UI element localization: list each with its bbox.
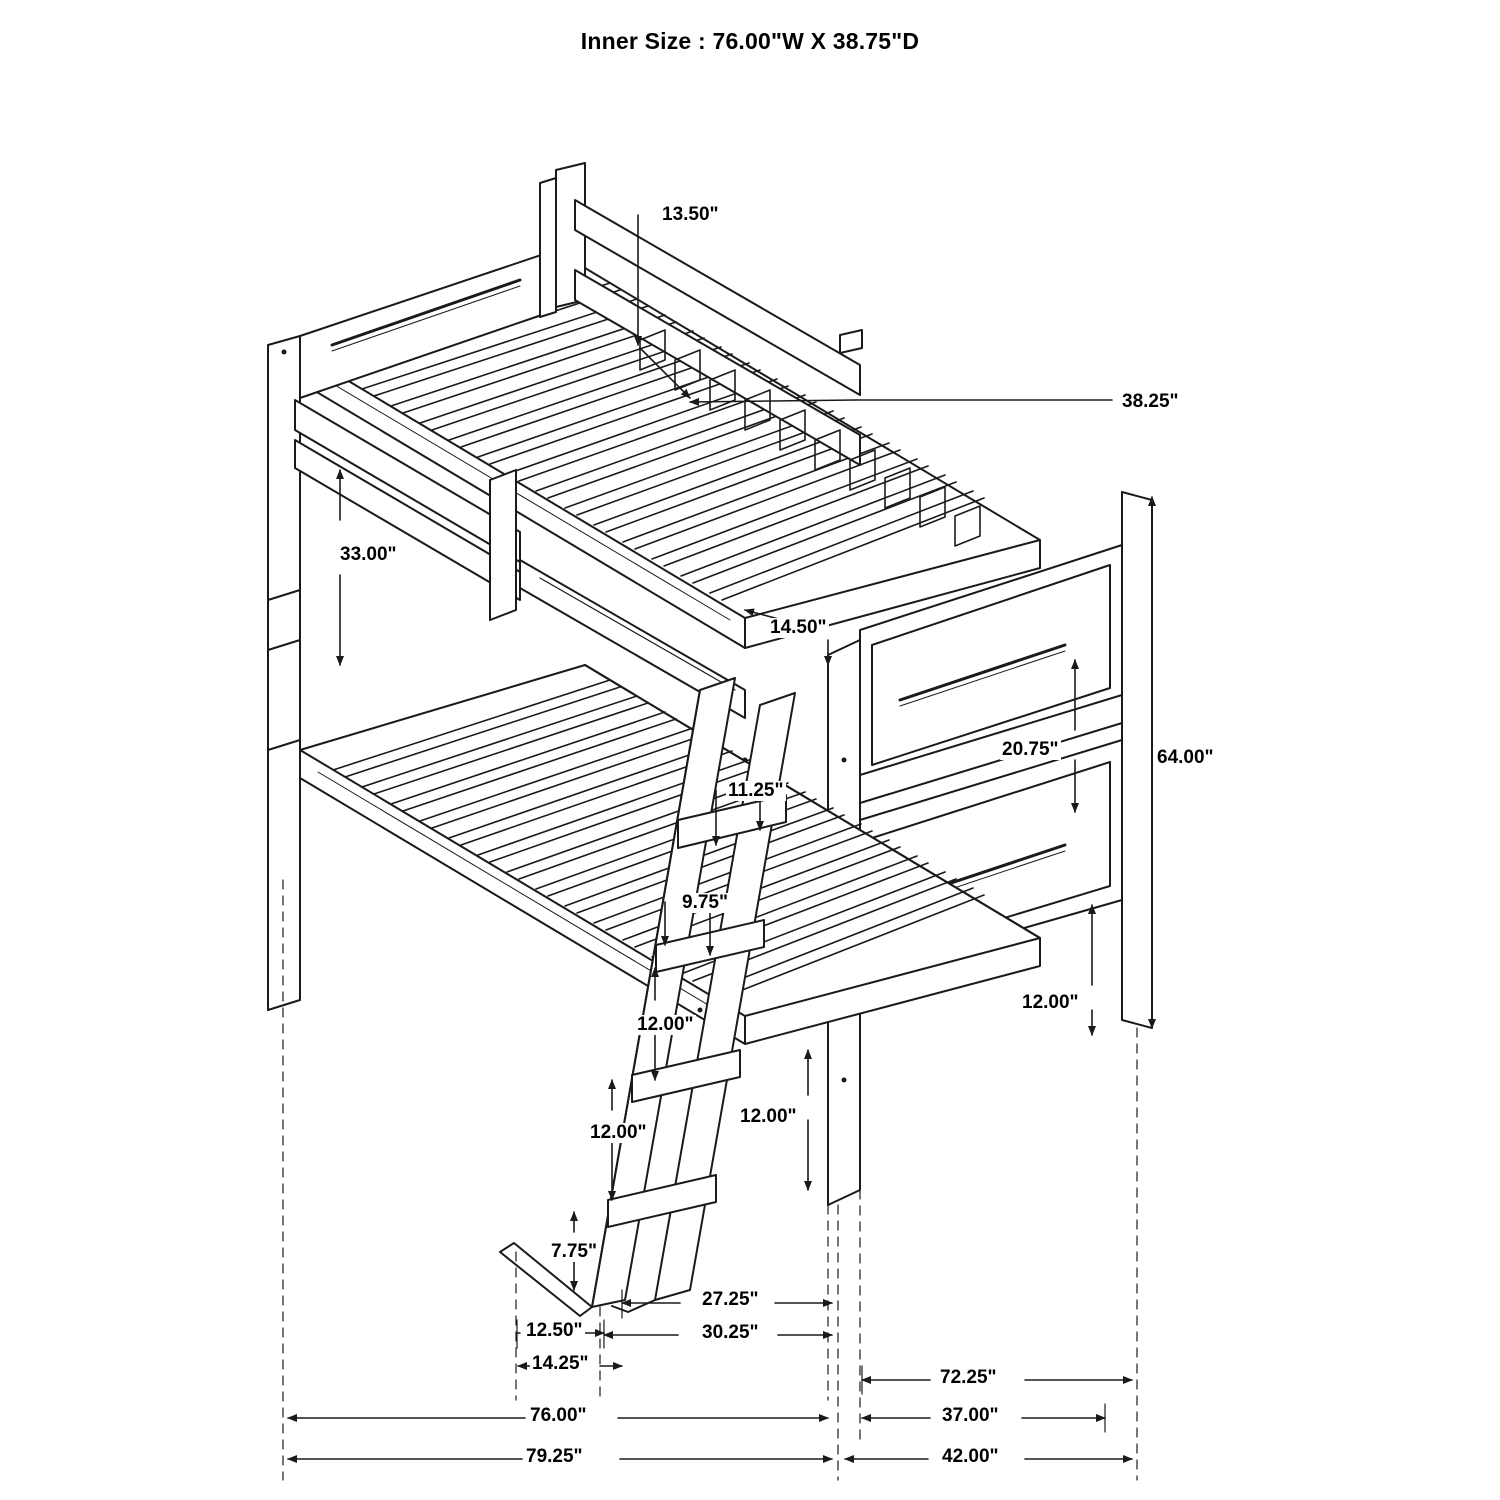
page-title: Inner Size : 76.00"W X 38.75"D	[580, 28, 920, 54]
dimension-label-ladder-bottom-step: 7.75"	[551, 1241, 597, 1262]
dimension-label-lower-bed-clearance: 12.00"	[1022, 992, 1079, 1013]
dimension-label-ladder-base-width: 14.25"	[532, 1353, 589, 1374]
dimension-label-overall-height: 64.00"	[1157, 747, 1214, 768]
dimension-label-inner-depth: 38.25"	[1122, 391, 1179, 412]
dimension-label-top-guardrail-height: 13.50"	[662, 204, 719, 225]
dimension-label-width-inner: 76.00"	[530, 1405, 587, 1426]
dimension-label-width-overall: 79.25"	[526, 1446, 583, 1467]
dimension-label-ladder-foot-offset: 27.25"	[702, 1289, 759, 1310]
dimension-label-ladder-foot-width: 12.50"	[526, 1320, 583, 1341]
dimension-label-ladder-step-spacing: 11.25"	[728, 780, 784, 801]
dimension-label-ladder-step-3: 12.00"	[590, 1122, 647, 1143]
dimension-label-lower-clearance-left: 33.00"	[340, 544, 397, 565]
dimension-label-depth-inner: 72.25"	[940, 1367, 997, 1388]
dimension-label-upper-deck-gap: 14.50"	[770, 617, 827, 638]
dimension-label-post-floor-clearance: 12.00"	[740, 1106, 797, 1127]
dimension-label-depth-overall: 42.00"	[942, 1446, 999, 1467]
dimension-label-lower-guardrail: 20.75"	[1002, 739, 1059, 760]
dimension-label-ladder-step-2: 12.00"	[637, 1014, 694, 1035]
dimension-label-ladder-base-offset: 30.25"	[702, 1322, 759, 1343]
dimension-label-ladder-top-step: 9.75"	[682, 892, 728, 913]
dimension-label-depth-mid: 37.00"	[942, 1405, 999, 1426]
